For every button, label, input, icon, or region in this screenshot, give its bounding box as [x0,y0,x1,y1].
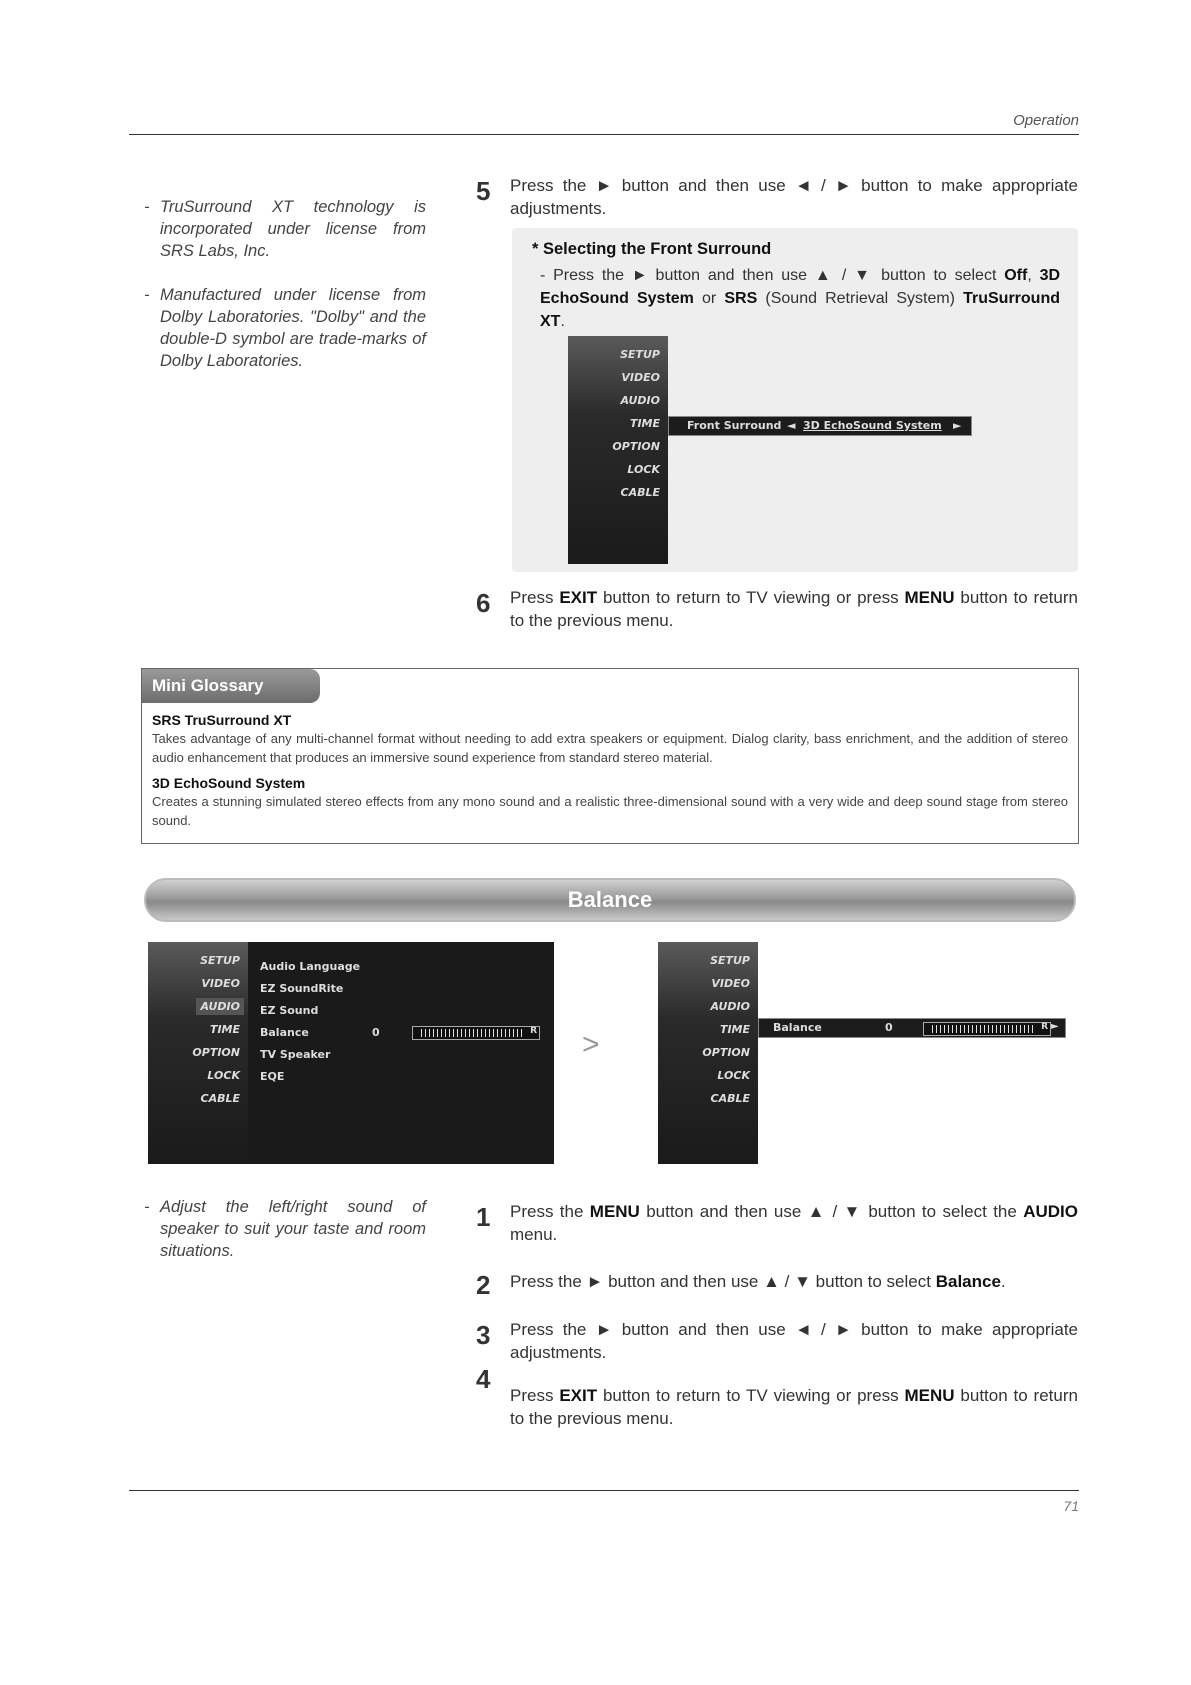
step-number: 6 [476,588,491,618]
step-number: 5 [476,176,491,206]
glossary-term: SRS TruSurround XT [152,712,292,728]
menu-item-option: OPTION [612,440,660,453]
left-arrow-icon: ◄ [787,419,796,432]
balance-setting-bar [758,1018,1066,1038]
note-balance: - Adjust the left/right sound of speaker to suit your taste and room situations. [144,1198,426,1260]
slider-r-label: R [1041,1022,1048,1032]
menu-item-setup: SETUP [710,954,750,967]
submenu-item: EZ Sound [260,1004,319,1017]
tv-menu-sidebar [568,336,668,564]
menu-item-video: VIDEO [201,977,240,990]
section-title-bar [144,878,1076,922]
submenu-item: EZ SoundRite [260,982,344,995]
step-number: 4 [476,1364,491,1394]
front-surround-setting-bar [668,416,972,436]
front-surround-value: 3D EchoSound System [803,419,942,432]
step-5-text: Press the ► button and then use ◄ / ► button to make appropriate adjustments. [510,176,1078,218]
submenu-item: EQE [260,1070,285,1083]
menu-item-lock: LOCK [717,1069,750,1082]
tv-menu-sidebar [658,942,758,1164]
submenu-item: Audio Language [260,960,361,973]
note-trusurround: - TruSurround XT technology is incorporated under license from SRS Labs, Inc. [144,198,426,260]
glossary-tab: Mini Glossary [142,669,320,703]
section-header: Operation [1013,112,1079,129]
menu-item-time: TIME [719,1023,750,1036]
slider-r-label: R [530,1026,537,1036]
page-number: 71 [1063,1498,1079,1514]
menu-item-setup: SETUP [620,348,660,361]
menu-item-audio: AUDIO [196,998,244,1015]
balance-step-1-text: Press the MENU button and then use ▲ / ▼ button to select the AUDIO menu. [510,1202,1078,1244]
step-number: 3 [476,1320,491,1350]
glossary-term: 3D EchoSound System [152,775,306,791]
step-number: 1 [476,1202,491,1232]
menu-item-option: OPTION [702,1046,750,1059]
menu-item-audio: AUDIO [620,394,660,407]
menu-item-lock: LOCK [207,1069,240,1082]
menu-item-cable: CABLE [200,1092,240,1105]
front-surround-title: * Selecting the Front Surround [532,240,772,258]
note-dolby: - Manufactured under license from Dolby Laboratories. "Dolby" and the double-D symbol are trade-marks of Dolby Laboratories. [144,286,426,370]
balance-step-3-text: Press the ► button and then use ◄ / ► button to make appropriate adjustments. [510,1320,1078,1362]
right-arrow-icon: ► [1051,1021,1059,1032]
step-6-text: Press EXIT button to return to TV viewing or press MENU button to return to the previous menu. [510,588,1078,630]
front-surround-label: Front Surround [687,419,782,432]
balance-label: Balance [773,1021,822,1034]
balance-slider [923,1022,1051,1036]
menu-item-video: VIDEO [711,977,750,990]
menu-item-lock: LOCK [627,463,660,476]
audio-submenu-panel [248,942,554,1164]
menu-item-option: OPTION [192,1046,240,1059]
glossary-definition: Creates a stunning simulated stereo effects from any mono sound and a realistic three-dimensional sound with a very wide and deep sound stage from stereo sound. [152,794,1068,828]
menu-item-cable: CABLE [710,1092,750,1105]
menu-item-video: VIDEO [621,371,660,384]
step-number: 2 [476,1270,491,1300]
balance-step-4-text: Press EXIT button to return to TV viewing or press MENU button to return to the previous menu. [510,1386,1078,1428]
submenu-item-balance: Balance [260,1026,309,1039]
glossary-definition: Takes advantage of any multi-channel format without needing to add extra speakers or equipment. Dialog clarity, bass enrichment, and the addition of stereo audio enhancement that produces an immersive sound experience from standard stereo material. [152,731,1068,765]
right-arrow-icon: ► [953,419,962,432]
tv-menu-sidebar [148,942,248,1164]
menu-item-time: TIME [629,417,660,430]
slider-track [421,1029,525,1037]
menu-item-audio: AUDIO [710,1000,750,1013]
submenu-item: TV Speaker [260,1048,331,1061]
balance-value: 0 [885,1021,893,1034]
front-surround-instruction: - Press the ► button and then use ▲ / ▼ button to select Off, 3D EchoSound System or SRS (Sound Retrieval System) TruSurround XT. [540,267,1061,330]
slider-track [932,1025,1036,1033]
header-rule [129,134,1079,135]
balance-slider [412,1026,540,1040]
footer-rule [129,1490,1079,1491]
balance-value: 0 [372,1026,380,1039]
menu-item-cable: CABLE [620,486,660,499]
section-title: Balance [567,887,653,912]
balance-step-2-text: Press the ► button and then use ▲ / ▼ button to select Balance. [510,1272,1006,1291]
menu-item-setup: SETUP [200,954,240,967]
next-arrow-icon: > [582,1028,600,1061]
menu-item-time: TIME [209,1023,240,1036]
